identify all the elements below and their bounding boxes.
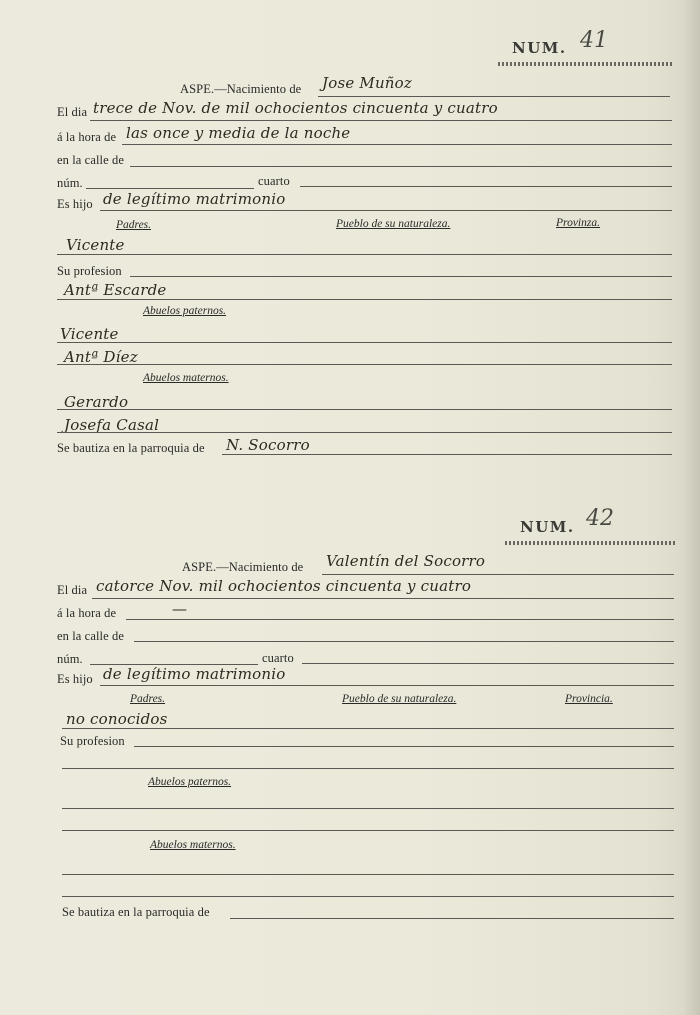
calle-label-2: en la calle de (57, 629, 124, 643)
num-label: núm. (57, 176, 83, 190)
maternal-line-1-2 (62, 874, 674, 875)
padres-heading: Padres. (116, 219, 152, 231)
hijo-label: Es hijo (57, 197, 93, 211)
calle-label: en la calle de (57, 153, 124, 167)
cuarto-label-2: cuarto (262, 651, 294, 665)
record-number-value: 41 (580, 28, 608, 53)
record-number-label: NUM. (512, 39, 567, 57)
hora-label-2: á la hora de (57, 606, 117, 620)
birth-time: las once y media de la noche (126, 124, 351, 142)
mother-line (57, 299, 672, 300)
maternal-grandfather: Gerardo (64, 393, 129, 411)
maternal-line-2-2 (62, 896, 674, 897)
provincia-heading-2: Provincia. (565, 693, 613, 705)
mother-line-2 (62, 768, 674, 769)
name-line-2 (322, 574, 674, 575)
profesion-label-2: Su profesion (60, 734, 125, 748)
father-line-2 (62, 728, 674, 729)
father-line (57, 254, 672, 255)
bautiza-label-2: Se bautiza en la parroquia de (62, 905, 210, 919)
abuelos-paternos-heading-2: Abuelos paternos. (148, 776, 232, 788)
birth-town-label: ASPE.—Nacimiento de (180, 82, 302, 96)
dia-label-2: El dia (57, 583, 88, 597)
profession-line (130, 276, 672, 277)
paternal-line-2-2 (62, 830, 674, 831)
paternal-line-1-2 (62, 808, 674, 809)
father-name: Vicente (66, 236, 125, 254)
cuarto-label: cuarto (258, 174, 290, 188)
paternal-line-2 (57, 364, 672, 365)
legitimacy-line-2 (100, 685, 674, 686)
father-name-2: no conocidos (66, 710, 168, 728)
hijo-label-2: Es hijo (57, 672, 93, 686)
profession-line-2 (134, 746, 674, 747)
parish-name: N. Socorro (226, 436, 310, 454)
parish-line (222, 454, 672, 455)
paternal-line-1 (57, 342, 672, 343)
house-number-line (86, 188, 254, 189)
birth-date-2: catorce Nov. mil ochocientos cincuenta y cuatro (96, 577, 472, 595)
parish-line-2 (230, 918, 674, 919)
bautiza-label: Se bautiza en la parroquia de (57, 441, 205, 455)
date-line (90, 120, 672, 121)
birth-date: trece de Nov. de mil ochocientos cincuenta y cuatro (93, 99, 498, 117)
time-line (122, 144, 672, 145)
birth-town-label-2: ASPE.—Nacimiento de (182, 560, 304, 574)
header-ornament-2 (505, 541, 675, 545)
dia-label: El dia (57, 105, 88, 119)
mother-name: Antª Escarde (64, 281, 167, 299)
date-line-2 (92, 598, 674, 599)
header-ornament (498, 62, 672, 66)
birth-time-2: — (172, 600, 188, 618)
num-label-2: núm. (57, 652, 83, 666)
pueblo-heading: Pueblo de su naturaleza. (336, 218, 451, 230)
provincia-heading: Provinza. (556, 217, 600, 229)
page-edge-shadow (682, 0, 700, 1015)
maternal-line-2 (57, 432, 672, 433)
abuelos-maternos-heading: Abuelos maternos. (143, 372, 229, 384)
child-name-2: Valentín del Socorro (326, 552, 486, 570)
abuelos-paternos-heading: Abuelos paternos. (143, 305, 227, 317)
record-number-label-2: NUM. (520, 518, 575, 536)
maternal-line-1 (57, 409, 672, 410)
paternal-grandmother: Antª Díez (64, 348, 138, 366)
room-line (300, 186, 672, 187)
maternal-grandmother: Josefa Casal (64, 416, 160, 434)
abuelos-maternos-heading-2: Abuelos maternos. (150, 839, 236, 851)
legitimacy-2: de legítimo matrimonio (103, 665, 286, 683)
street-line-2 (134, 641, 674, 642)
time-line-2 (126, 619, 674, 620)
room-line-2 (302, 663, 674, 664)
pueblo-heading-2: Pueblo de su naturaleza. (342, 693, 457, 705)
street-line (130, 166, 672, 167)
profesion-label: Su profesion (57, 264, 122, 278)
padres-heading-2: Padres. (130, 693, 166, 705)
record-number-value-2: 42 (586, 506, 614, 531)
child-name: Jose Muñoz (322, 74, 413, 92)
hora-label: á la hora de (57, 130, 117, 144)
name-line (318, 96, 670, 97)
legitimacy: de legítimo matrimonio (103, 190, 286, 208)
paternal-grandfather: Vicente (60, 325, 119, 343)
legitimacy-line (100, 210, 672, 211)
